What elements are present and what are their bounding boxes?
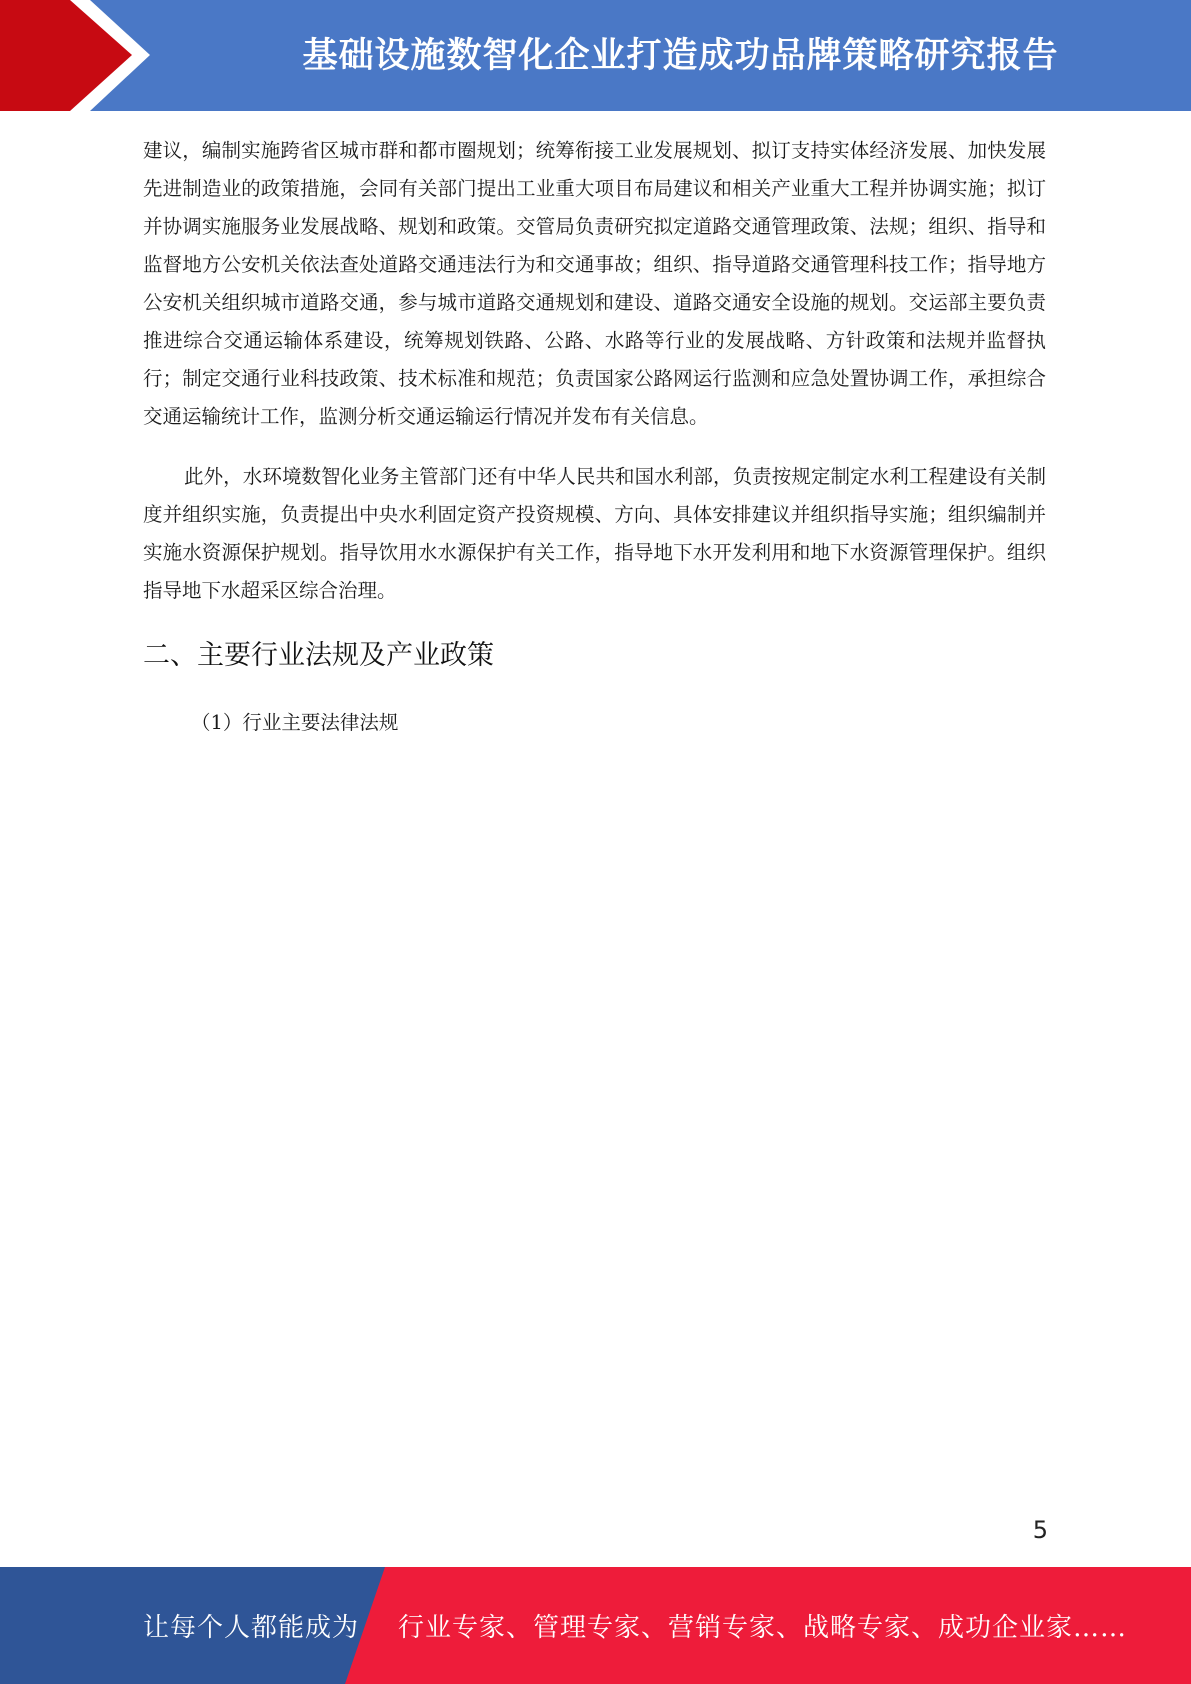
page-number: 5: [1032, 1516, 1048, 1544]
footer-slogan-right: 行业专家、管理专家、营销专家、战略专家、成功企业家……: [398, 1613, 1128, 1643]
document-body: [143, 132, 1046, 742]
sub-heading: （1）行业主要法律法规: [191, 711, 399, 734]
section-heading: 二、主要行业法规及产业政策: [143, 640, 494, 671]
header-red-chevron: [0, 0, 132, 111]
page-footer: [0, 1567, 1191, 1684]
report-title: 基础设施数智化企业打造成功品牌策略研究报告: [302, 35, 1059, 76]
page-header: [0, 0, 1191, 111]
footer-slogan-left: 让每个人都能成为: [143, 1613, 360, 1643]
body-paragraph-1: 建议，编制实施跨省区城市群和都市圈规划；统筹衔接工业发展规划、拟订支持实体经济发展、加快发展先进制造业的政策措施，会同有关部门提出工业重大项目布局建议和相关产业重大工程并协调实施；拟订并协调实施服务业发展战略、规划和政策。交管局负责研究拟定道路交通管理政策、法规；组织、指导和监督地方公安机关依法查处道路交通违法行为和交通事故；组织、指导道路交通管理科技工作；指导地方公安机关组织城市道路交通，参与城市道路交通规划和建设、道路交通安全设施的规划。交运部主要负责推进综合交通运输体系建设，统筹规划铁路、公路、水路等行业的发展战略、方针政策和法规并监督执行；制定交通行业科技政策、技术标准和规范；负责国家公路网运行监测和应急处置协调工作，承担综合交通运输统计工作，监测分析交通运输运行情况并发布有关信息。: [143, 139, 1046, 428]
body-paragraph-2: 此外，水环境数智化业务主管部门还有中华人民共和国水利部，负责按规定制定水利工程建设有关制度并组织实施，负责提出中央水利固定资产投资规模、方向、具体安排建议并组织指导实施；组织编制并实施水资源保护规划。指导饮用水水源保护有关工作，指导地下水开发利用和地下水资源管理保护。组织指导地下水超采区综合治理。: [143, 465, 1046, 602]
